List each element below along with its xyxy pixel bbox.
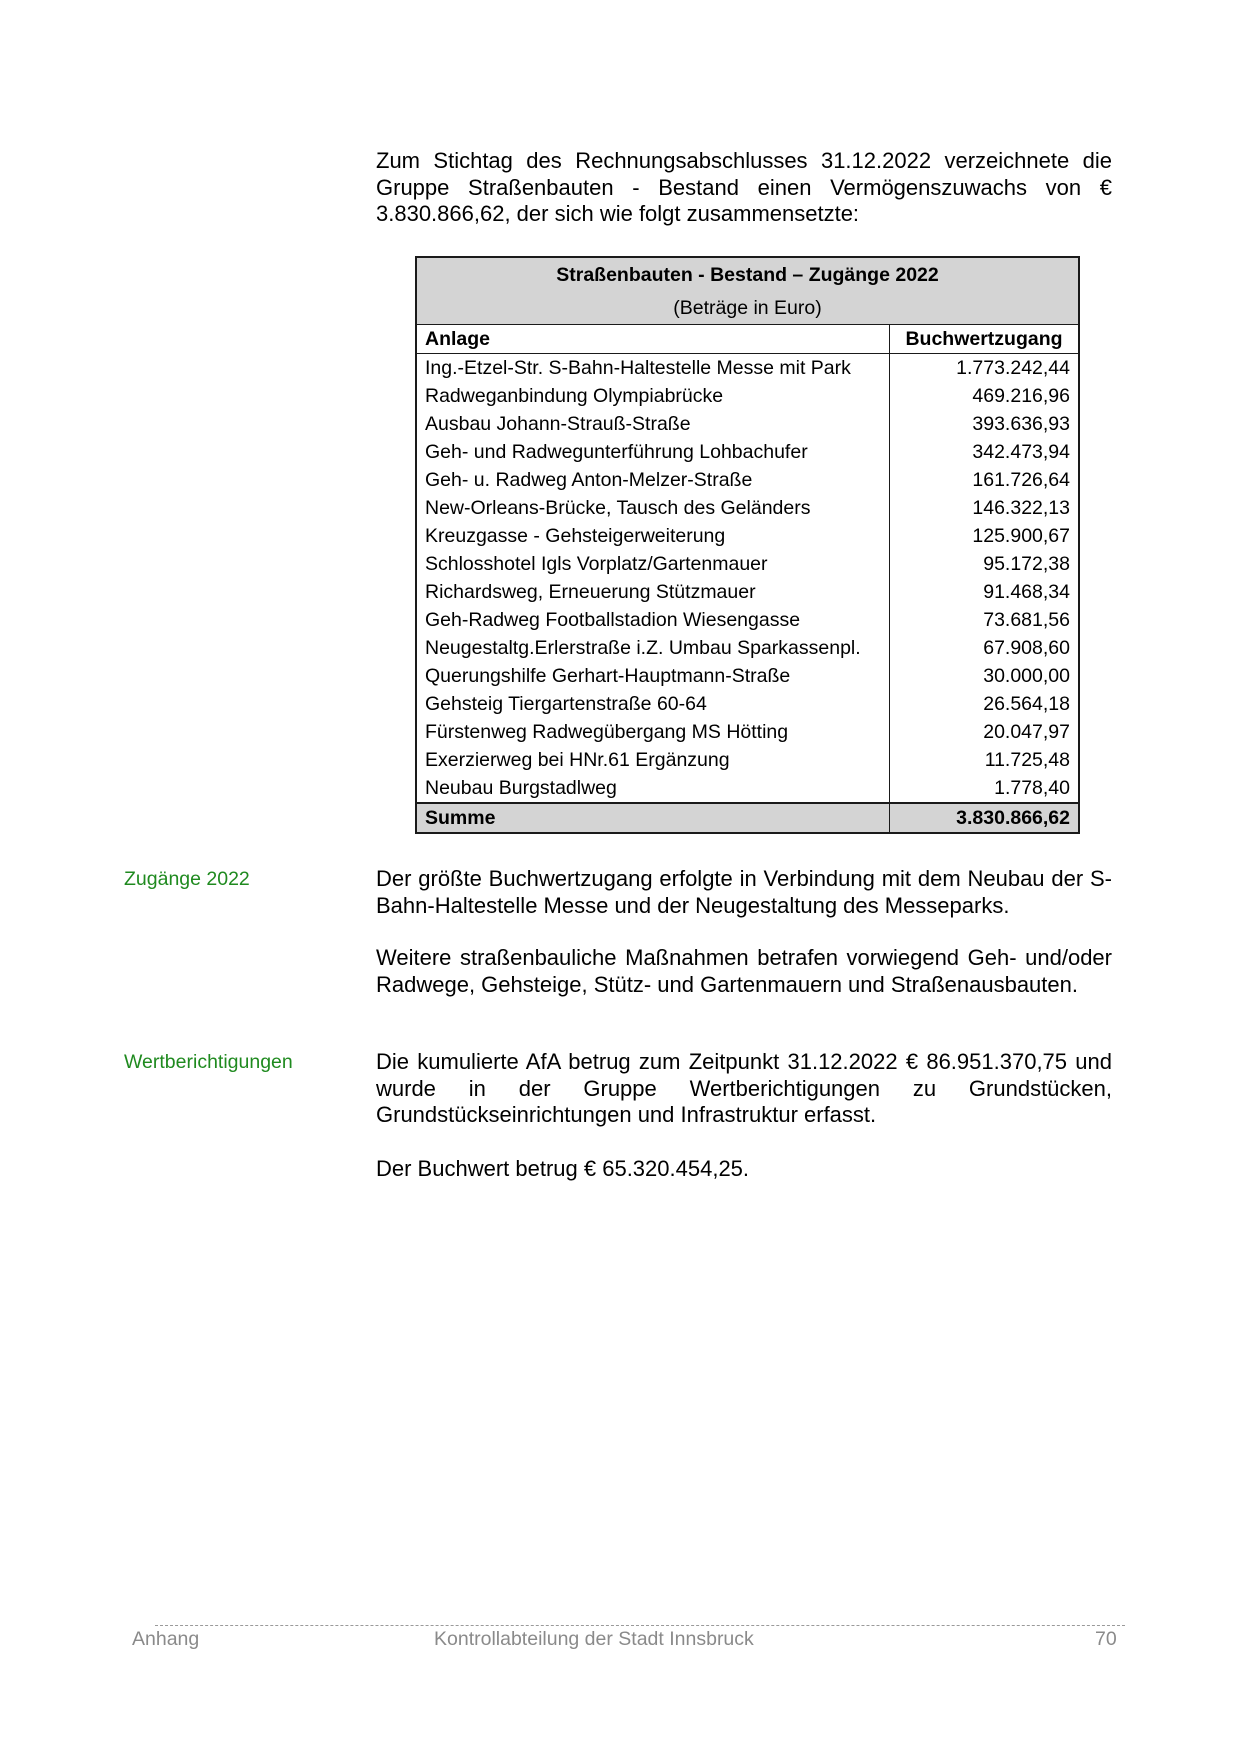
- sum-label: Summe: [416, 803, 890, 833]
- intro-paragraph: Zum Stichtag des Rechnungsabschlusses 31.12.2022 verzeichnete die Gruppe Straßenbauten - Bestand einen Vermögenszuwachs von € 3.830.866,62, der sich wie folgt zusammensetzte:: [376, 148, 1112, 226]
- anlage-cell: Neubau Burgstadlweg: [425, 776, 617, 799]
- betrag-cell: 1.778,40: [890, 774, 1080, 803]
- anlage-cell: Geh- u. Radweg Anton-Melzer-Straße: [425, 468, 753, 491]
- table-row: [416, 494, 1079, 522]
- side-label-wertberichtigungen: Wertberichtigungen: [124, 1051, 293, 1073]
- betrag-cell: 342.473,94: [890, 438, 1080, 466]
- wertberichtigungen-paragraph-2: Der Buchwert betrug € 65.320.454,25.: [376, 1156, 750, 1181]
- zugaenge-paragraph-2: Weitere straßenbauliche Maßnahmen betrafen vorwiegend Geh- und/oder Radwege, Gehsteige, Stütz- und Gartenmauern und Straßenausbauten.: [376, 945, 1112, 997]
- table-row: [416, 718, 1079, 746]
- footer-section-name: Anhang: [132, 1628, 200, 1650]
- anlage-cell: Exerzierweg bei HNr.61 Ergänzung: [425, 748, 730, 771]
- table-row: [416, 410, 1079, 438]
- betrag-cell: 95.172,38: [890, 550, 1080, 578]
- betrag-cell: 73.681,56: [890, 606, 1080, 634]
- anlage-cell: Ausbau Johann-Strauß-Straße: [425, 412, 691, 435]
- betrag-cell: 146.322,13: [890, 494, 1080, 522]
- betrag-cell: 26.564,18: [890, 690, 1080, 718]
- table-row: [416, 634, 1079, 662]
- anlage-cell: Ing.-Etzel-Str. S-Bahn-Haltestelle Messe mit Park: [425, 356, 851, 379]
- table-subtitle-row: [416, 292, 1079, 325]
- betrag-cell: 469.216,96: [890, 382, 1080, 410]
- betrag-cell: 1.773.242,44: [890, 354, 1080, 383]
- table-title: Straßenbauten - Bestand – Zugänge 2022: [416, 257, 1079, 292]
- column-header-buchwertzugang: Buchwertzugang: [890, 325, 1080, 354]
- table-row: [416, 382, 1079, 410]
- column-header-anlage: Anlage: [416, 325, 890, 354]
- table-title-row: [416, 257, 1079, 292]
- anlage-cell: Fürstenweg Radwegübergang MS Hötting: [425, 720, 789, 743]
- table-header-row: [416, 325, 1079, 354]
- table-row: [416, 438, 1079, 466]
- anlage-cell: Schlosshotel Igls Vorplatz/Gartenmauer: [425, 552, 768, 575]
- anlage-cell: Radweganbindung Olympiabrücke: [425, 384, 724, 407]
- betrag-cell: 67.908,60: [890, 634, 1080, 662]
- anlage-cell: Kreuzgasse - Gehsteigerweiterung: [425, 524, 726, 547]
- table-row: [416, 774, 1079, 803]
- betrag-cell: 91.468,34: [890, 578, 1080, 606]
- assets-table: [415, 256, 1080, 834]
- anlage-cell: Geh- und Radwegunterführung Lohbachufer: [425, 440, 808, 463]
- wertberichtigungen-paragraph-1: Die kumulierte AfA betrug zum Zeitpunkt 31.12.2022 € 86.951.370,75 und wurde in der Gruppe Wertberichtigungen zu Grundstücken, Grundstückseinrichtungen und Infrastruktur erfasst.: [376, 1049, 1112, 1127]
- footer-divider: [155, 1625, 1125, 1626]
- table-row: [416, 662, 1079, 690]
- table-row: [416, 550, 1079, 578]
- table-sum-row: [416, 803, 1079, 833]
- table-row: [416, 606, 1079, 634]
- betrag-cell: 30.000,00: [890, 662, 1080, 690]
- page-number: 70: [1095, 1628, 1117, 1650]
- anlage-cell: Querungshilfe Gerhart-Hauptmann-Straße: [425, 664, 791, 687]
- betrag-cell: 11.725,48: [890, 746, 1080, 774]
- table-subtitle: (Beträge in Euro): [416, 292, 1079, 325]
- table-row: [416, 466, 1079, 494]
- anlage-cell: Gehsteig Tiergartenstraße 60-64: [425, 692, 707, 715]
- zugaenge-paragraph-1: Der größte Buchwertzugang erfolgte in Verbindung mit dem Neubau der S-Bahn-Haltestelle Messe und der Neugestaltung des Messeparks.: [376, 866, 1112, 918]
- footer-organization: Kontrollabteilung der Stadt Innsbruck: [434, 1628, 754, 1650]
- anlage-cell: New-Orleans-Brücke, Tausch des Geländers: [425, 496, 811, 519]
- betrag-cell: 161.726,64: [890, 466, 1080, 494]
- table-row: [416, 746, 1079, 774]
- side-label-zugaenge: Zugänge 2022: [124, 868, 250, 890]
- table-row: [416, 690, 1079, 718]
- betrag-cell: 20.047,97: [890, 718, 1080, 746]
- anlage-cell: Geh-Radweg Footballstadion Wiesengasse: [425, 608, 801, 631]
- sum-value: 3.830.866,62: [890, 803, 1080, 833]
- anlage-cell: Richardsweg, Erneuerung Stützmauer: [425, 580, 756, 603]
- anlage-cell: Neugestaltg.Erlerstraße i.Z. Umbau Sparkassenpl.: [425, 636, 861, 659]
- betrag-cell: 125.900,67: [890, 522, 1080, 550]
- table-row: [416, 354, 1079, 383]
- betrag-cell: 393.636,93: [890, 410, 1080, 438]
- table-row: [416, 578, 1079, 606]
- table-row: [416, 522, 1079, 550]
